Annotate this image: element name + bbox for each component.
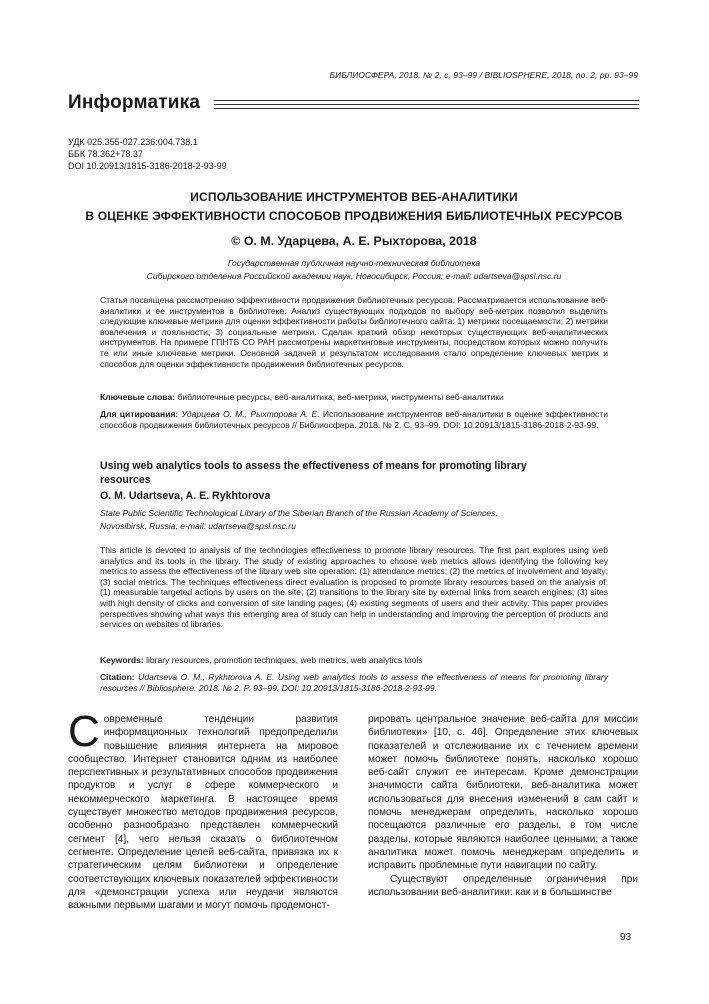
body-paragraph-3: Существуют определенные ограничения при использовании веб-аналитики: как и в большинстве bbox=[368, 873, 638, 898]
affiliation-ru-line2: Сибирского отделения Российской академии наук, Новосибирск, Россия; e-mail: udartseva@spsl.nsc.ru bbox=[146, 271, 562, 281]
authors-en: O. M. Udartseva, A. E. Rykhtorova bbox=[100, 490, 271, 502]
keywords-en-label: Keywords: bbox=[100, 655, 144, 665]
section-rule-top bbox=[214, 100, 639, 101]
citation-ru-authors: Ударцева О. М., Рыхторова А. Е. bbox=[181, 409, 320, 419]
keywords-ru bbox=[100, 392, 608, 403]
section-title: Информатика bbox=[68, 92, 201, 113]
abstract-en bbox=[100, 545, 608, 630]
citation-ru-text: Использование инструментов веб-аналитики в оценке эффективности способов продвижения библиотечных ресурсов // Библиосфера. 2018. № 2. С. 93–99. DOI: 10.20913/1815-3186-2018-2-93-99. bbox=[100, 409, 608, 430]
keywords-ru-text: библиотечные ресурсы, веб-аналитика, веб-метрики, инструменты веб-аналитики bbox=[177, 392, 504, 402]
page-number: 93 bbox=[620, 932, 632, 943]
citation-en-label: Citation: bbox=[100, 672, 135, 682]
running-header: БИБЛИОСФЕРА, 2018, № 2, с. 93–99 / BIBLIOSPHERE, 2018, no. 2, pp. 93–99 bbox=[329, 70, 638, 80]
section-rule-middle bbox=[214, 104, 639, 105]
affiliation-en-line2: Novosibirsk, Russia; e-mail: udartseva@spsl.nsc.ru bbox=[100, 521, 296, 531]
article-title-ru-line2: В ОЦЕНКЕ ЭФФЕКТИВНОСТИ СПОСОБОВ ПРОДВИЖЕНИЯ БИБЛИОТЕЧНЫХ РЕСУРСОВ bbox=[85, 209, 623, 223]
section-rule-bottom bbox=[214, 108, 639, 109]
udk-code: УДК 025.355-027.236:004.738.1 bbox=[68, 137, 198, 147]
abstract-en-text: This article is devoted to analysis of the technologies effectiveness to promote library resources. The first part explores using web analytics and its tools in the library. The study of existing approaches to choose web metrics allows identifying the following key metrics to assess the effectiveness of the library web site operation: (1) attendance metrics; (2) the metrics of involvement and loyalty; (3) social metrics. The techniques effectiveness direct evaluation is proposed to promote library resources based on the analysis of: (1) measurable targeted actions by users on the site; (2) transitions to the library site by external links from search engines; (3) sites with high density of clicks and conversion of site landing pages; (4) existing segments of users and their activity. This paper provides perspectives showing what ways this emerging area of study can help in understanding and improving the perception of products and services on websites of libraries. bbox=[100, 545, 608, 630]
body-paragraph-1: овременные тенденции развития информационных технологий предопределили повышение влияния интернета на мировое сообщество. Интернет становится одним из наиболее перспективных и результативных способов продвижения продуктов и услуг в сфере коммерческого и некоммерческого маркетинга. В настоящее время существует множество методов продвижения ресурсов, особенно разнообразно представлен коммерческий сегмент [4], чего нельзя сказать о библиотечном сегменте. Определение целей веб-сайта, привязка их к стратегическим целям библиотеки и определение соответствующих ключевых показателей эффективности для «демонстрации успеха или неудачи являются важными первыми шагами и могут помочь продемонст- bbox=[68, 714, 338, 912]
keywords-en bbox=[100, 655, 608, 666]
keywords-ru-label: Ключевые слова: bbox=[100, 392, 176, 402]
authors-ru: © О. М. Ударцева, А. Е. Рыхторова, 2018 bbox=[231, 234, 477, 248]
bbk-code: ББК 78.362+78.37 bbox=[68, 149, 143, 159]
article-title-ru-line1: ИСПОЛЬЗОВАНИЕ ИНСТРУМЕНТОВ ВЕБ-АНАЛИТИКИ bbox=[190, 190, 518, 204]
keywords-en-text: library resources, promotion techniques, web metrics, web analytics tools bbox=[146, 655, 423, 665]
abstract-ru-text: Статья посвящена рассмотрению эффективности продвижения библиотечных ресурсов. Рассматривается использование веб-аналитики и ее инструментов в библиотеке. Анализ существующих подходов по выбору веб-метрик позволил выделить следующие ключевые метрики для оценки эффективности работы библиотечного сайта: 1) метрики посещаемости; 2) метрики вовлечения и лояльности; 3) социальные метрики. Сделан краткий обзор некоторых существующих веб-аналитических инструментов. На примере ГПНТБ СО РАН рассмотрены маркетинговые инструменты, посредством которых можно получить те или иные ключевые метрики. Основной задачей и результатом исследования стало определение ключевых метрик и способов для оценки эффективности продвижения библиотечных ресурсов. bbox=[100, 295, 608, 369]
citation-ru bbox=[100, 409, 608, 430]
body-column-left bbox=[68, 707, 338, 912]
doi: DOI 10.20913/1815-3186-2018-2-93-99 bbox=[68, 161, 227, 171]
body-paragraph-2: рировать центральное значение веб-сайта для миссии библиотеки» [10, с. 46]. Определение этих ключевых показателей и отслеживание их с течением времени может помочь библиотеке понять, насколько хорошо веб-сайт служит ее интересам. Кроме демонстрации значимости сайта библиотеки, веб-аналитика может использоваться для внесения изменений в сам сайт и помочь менеджерам определить, насколько хорошо посещаются различные его разделы, в том числе разделы, которые являются наиболее ценными; а также аналитика может помочь менеджерам определить и исправить проблемные пути навигации по сайту. bbox=[368, 714, 638, 872]
abstract-ru bbox=[100, 295, 608, 369]
affiliation-en-line1: State Public Scientific Technological Library of the Siberian Branch of the Russian Academy of Sciences, bbox=[100, 508, 498, 518]
citation-en bbox=[100, 672, 608, 693]
body-column-right bbox=[368, 713, 638, 899]
drop-cap: С bbox=[68, 707, 100, 756]
citation-en-text: Udartseva O. M., Rykhtorova A. E. Using web analytics tools to assess the effectiveness of means for promoting library resources // Bibliosphere. 2018. № 2. P. 93–99. DOI: 10.20913/1815-3186-2018-2-93-99. bbox=[100, 672, 609, 693]
citation-ru-label: Для цитирования: bbox=[100, 409, 179, 419]
affiliation-ru-line1: Государственная публичная научно-техническая библиотека bbox=[227, 258, 481, 268]
article-title-en: Using web analytics tools to assess the effectiveness of means for promoting library resources bbox=[100, 460, 527, 486]
